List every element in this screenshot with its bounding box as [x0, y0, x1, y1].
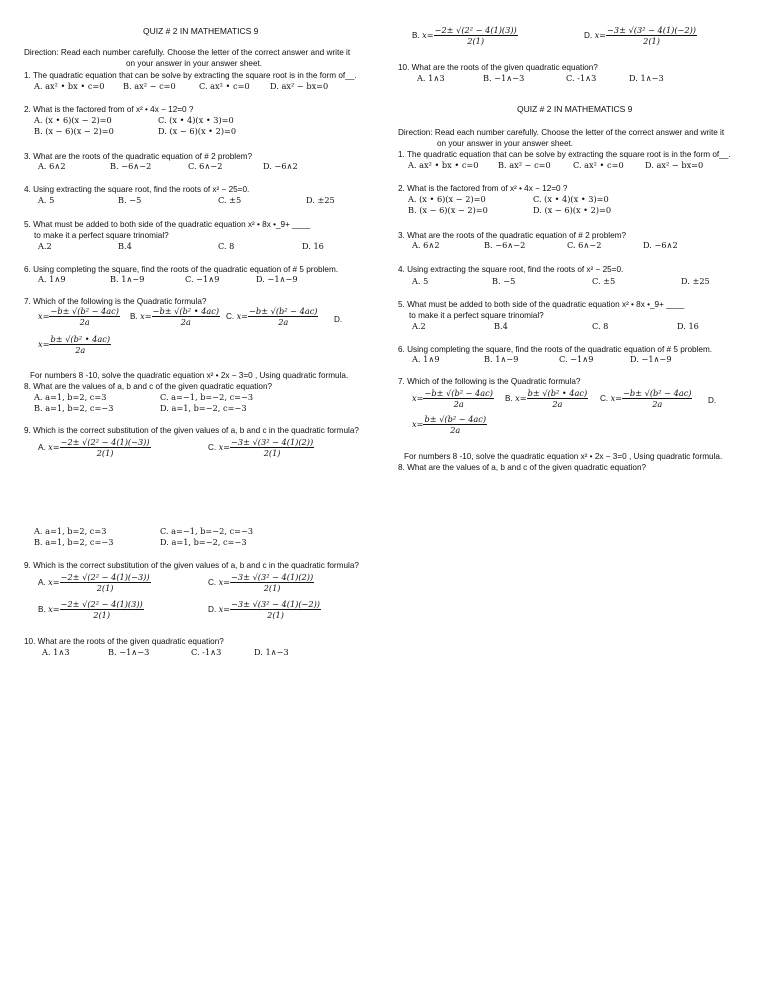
q4-option-d: D. ±25: [306, 195, 335, 205]
q3-option-a: A. 6∧2: [38, 161, 66, 171]
q7-option-a: x= $\frac{\text{−b± √(b² − 4ac)}}{2a}$: [38, 306, 119, 327]
r-q3-option-b: B. −6∧−2: [484, 240, 526, 250]
page-title: QUIZ # 2 IN MATHEMATICS 9: [143, 26, 259, 36]
q2-option-b: B. (x − 6)(x − 2)=0: [34, 126, 114, 136]
q8b-option-d: D. a=1, b=−2, c=−3: [160, 537, 247, 547]
q5-option-a: A.2: [38, 241, 52, 251]
q9b-option-c: C. x= $\frac{\text{−3± √(3² − 4(1)(2))}}{2(1)}$: [208, 572, 314, 593]
q1-option-b: B. ax² − c=0: [123, 81, 176, 91]
r-direction-line-1: Direction: Read each number carefully. Choose the letter of the correct answer and write it: [398, 128, 725, 137]
r-q10-option-b: B. −1∧−3: [483, 73, 525, 83]
q8-option-b: B. a=1, b=2, c=−3: [34, 403, 114, 413]
r-question-8: 8. What are the values of a, b and c of the given quadratic equation?: [398, 463, 647, 472]
q3-option-c: C. 6∧−2: [188, 161, 223, 171]
q2-option-c: C. (x • 4)(x • 3)=0: [158, 115, 234, 125]
q3-option-d: D. −6∧2: [263, 161, 298, 171]
question-6: 6. Using completing the square, find the roots of the quadratic equation of # 5 problem.: [24, 265, 339, 274]
q9b-option-b: B. x= $\frac{\text{−2± √(2² − 4(1)(3))}}{2(1)}$: [38, 599, 143, 620]
r-question-5-cont: to make it a perfect square trinomial?: [409, 311, 544, 320]
r-q10-option-c: C. -1∧3: [566, 73, 597, 83]
r-q2-option-c: C. (x • 4)(x • 3)=0: [533, 194, 609, 204]
r-page-title: QUIZ # 2 IN MATHEMATICS 9: [517, 104, 633, 114]
r-q3-option-c: C. 6∧−2: [567, 240, 602, 250]
question-8: 8. What are the values of a, b and c of the given quadratic equation?: [24, 382, 273, 391]
r-q7-option-b: B. x= $\frac{\text{b± √(b² • 4ac)}}{2a}$: [505, 388, 588, 409]
r-q5-option-c: C. 8: [592, 321, 609, 331]
r-q4-option-c: C. ±5: [592, 276, 616, 286]
r-q9-option-d: D. x= $\frac{\text{−3± √(3² − 4(1)(−2))}}{2(1)}$: [584, 25, 697, 46]
r-question-3: 3. What are the roots of the quadratic equation of # 2 problem?: [398, 231, 627, 240]
r-question-10: 10. What are the roots of the given quadratic equation?: [398, 63, 598, 72]
r-question-4: 4. Using extracting the square root, find the roots of x² − 25=0.: [398, 265, 624, 274]
q1-option-c: C. ax² • c=0: [199, 81, 250, 91]
q8b-option-c: C. a=−1, b=−2, c=−3: [160, 526, 254, 536]
q5-option-c: C. 8: [218, 241, 235, 251]
r-q4-option-d: D. ±25: [681, 276, 710, 286]
r-q1-option-b: B. ax² − c=0: [498, 160, 551, 170]
r-q5-option-b: B.4: [494, 321, 508, 331]
question-5-cont: to make it a perfect square trinomial?: [34, 231, 169, 240]
q7-option-d-label: D.: [334, 315, 343, 324]
question-9b: 9. Which is the correct substitution of the given values of a, b and c in the quadratic formula?: [24, 561, 359, 570]
r-q2-option-a: A. (x • 6)(x − 2)=0: [408, 194, 486, 204]
r-q9-option-b: B. x= $\frac{\text{−2± √(2² − 4(1)(3))}}{2(1)}$: [412, 25, 517, 46]
question-7: 7. Which of the following is the Quadratic formula?: [24, 297, 207, 306]
q10-option-b: B. −1∧−3: [108, 647, 150, 657]
r-question-2: 2. What is the factored from of x² • 4x − 12=0 ?: [398, 184, 568, 193]
q9-option-c: C. x= $\frac{\text{−3± √(3² − 4(1)(2))}}{2(1)}$: [208, 437, 314, 458]
r-q1-option-d: D. ax² − bx=0: [645, 160, 704, 170]
q6-option-a: A. 1∧9: [38, 274, 66, 284]
q10-option-c: C. -1∧3: [191, 647, 222, 657]
r-question-1: 1. The quadratic equation that can be solve by extracting the square root is in the form of__.: [398, 150, 731, 159]
q4-option-b: B. −5: [118, 195, 142, 205]
q10-option-a: A. 1∧3: [42, 647, 70, 657]
q6-option-b: B. 1∧−9: [110, 274, 145, 284]
r-q3-option-d: D. −6∧2: [643, 240, 678, 250]
question-1: 1. The quadratic equation that can be solve by extracting the square root is in the form of__.: [24, 71, 357, 80]
r-q7-option-c: C. x= $\frac{\text{−b± √(b² − 4ac)}}{2a}$: [600, 388, 692, 409]
q8-intro: For numbers 8 -10, solve the quadratic equation x² • 2x − 3=0 , Using quadratic formula.: [30, 371, 349, 380]
q10-option-d: D. 1∧−3: [254, 647, 289, 657]
q2-option-d: D. (x − 6)(x • 2)=0: [158, 126, 237, 136]
r-q4-option-a: A. 5: [412, 276, 429, 286]
r-q7-option-d: x= $\frac{\text{b± √(b² − 4ac)}}{2a}$: [412, 414, 487, 435]
q6-option-d: D. −1∧−9: [256, 274, 298, 284]
q1-option-a: A. ax² • bx • c=0: [34, 81, 105, 91]
r-q7-option-a: x= $\frac{\text{−b± √(b² − 4ac)}}{2a}$: [412, 388, 493, 409]
r-q2-option-d: D. (x − 6)(x • 2)=0: [533, 205, 612, 215]
q2-option-a: A. (x • 6)(x − 2)=0: [34, 115, 112, 125]
q5-option-b: B.4: [118, 241, 132, 251]
q4-option-a: A. 5: [38, 195, 55, 205]
q6-option-c: C. −1∧9: [185, 274, 220, 284]
question-9: 9. Which is the correct substitution of the given values of a, b and c in the quadratic formula?: [24, 426, 359, 435]
q9b-option-a: A. x= $\frac{\text{−2± √(2² − 4(1)(−3))}}{2(1)}$: [38, 572, 150, 593]
direction-line-2: on your answer in your answer sheet.: [126, 59, 263, 68]
r-q6-option-a: A. 1∧9: [412, 354, 440, 364]
r-q8-intro: For numbers 8 -10, solve the quadratic equation x² • 2x − 3=0 , Using quadratic formula.: [404, 452, 723, 461]
q1-option-d: D. ax² − bx=0: [270, 81, 329, 91]
question-3: 3. What are the roots of the quadratic equation of # 2 problem?: [24, 152, 253, 161]
r-q10-option-d: D. 1∧−3: [629, 73, 664, 83]
question-2: 2. What is the factored from of x² • 4x − 12=0 ?: [24, 105, 194, 114]
q8-option-d: D. a=1, b=−2, c=−3: [160, 403, 247, 413]
q7-option-b: B. x= $\frac{\text{−b± √(b² • 4ac)}}{2a}$: [130, 306, 220, 327]
r-q7-option-d-label: D.: [708, 396, 717, 405]
q9b-option-d: D. x= $\frac{\text{−3± √(3² − 4(1)(−2))}}{2(1)}$: [208, 599, 321, 620]
q8b-option-a: A. a=1, b=2, c=3: [34, 526, 107, 536]
r-q3-option-a: A. 6∧2: [412, 240, 440, 250]
question-4: 4. Using extracting the square root, find the roots of x² − 25=0.: [24, 185, 250, 194]
r-q6-option-c: C. −1∧9: [559, 354, 594, 364]
r-q2-option-b: B. (x − 6)(x − 2)=0: [408, 205, 488, 215]
q7-option-d: x= $\frac{\text{b± √(b² • 4ac)}}{2a}$: [38, 334, 111, 355]
r-q10-option-a: A. 1∧3: [417, 73, 445, 83]
r-q6-option-d: D. −1∧−9: [630, 354, 672, 364]
r-question-6: 6. Using completing the square, find the roots of the quadratic equation of # 5 problem.: [398, 345, 713, 354]
r-question-5: 5. What must be added to both side of the quadratic equation x² • 8x •_9+ ____: [398, 300, 685, 309]
r-q5-option-d: D. 16: [677, 321, 699, 331]
q5-option-d: D. 16: [302, 241, 324, 251]
q8-option-c: C. a=−1, b=−2, c=−3: [160, 392, 254, 402]
q9-option-a: A. x= $\frac{\text{−2± √(2² − 4(1)(−3))}}{2(1)}$: [38, 437, 150, 458]
r-q5-option-a: A.2: [412, 321, 426, 331]
q3-option-b: B. −6∧−2: [110, 161, 152, 171]
r-direction-line-2: on your answer in your answer sheet.: [437, 139, 574, 148]
q8-option-a: A. a=1, b=2, c=3: [34, 392, 107, 402]
question-5: 5. What must be added to both side of the quadratic equation x² • 8x •_9+ ____: [24, 220, 311, 229]
q8b-option-b: B. a=1, b=2, c=−3: [34, 537, 114, 547]
q4-option-c: C. ±5: [218, 195, 242, 205]
r-q6-option-b: B. 1∧−9: [484, 354, 519, 364]
r-q4-option-b: B. −5: [492, 276, 516, 286]
r-question-7: 7. Which of the following is the Quadratic formula?: [398, 377, 581, 386]
r-q1-option-c: C. ax² • c=0: [573, 160, 624, 170]
direction-line-1: Direction: Read each number carefully. Choose the letter of the correct answer and write it: [24, 48, 351, 57]
question-10: 10. What are the roots of the given quadratic equation?: [24, 637, 224, 646]
q7-option-c: C. x= $\frac{\text{−b± √(b² − 4ac)}}{2a}$: [226, 306, 318, 327]
r-q1-option-a: A. ax² • bx • c=0: [408, 160, 479, 170]
